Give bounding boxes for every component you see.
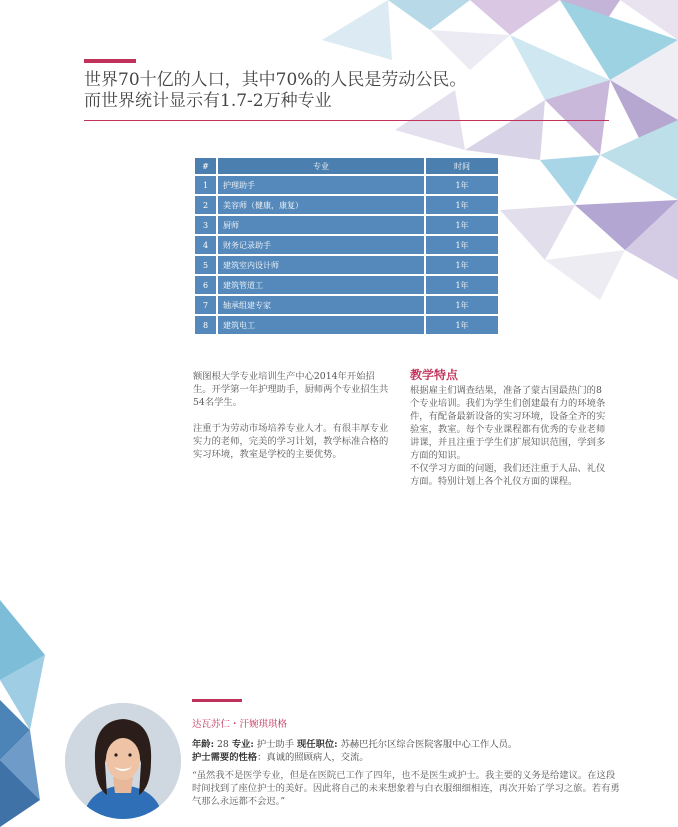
features-column: [410, 368, 610, 488]
row-duration: 1年: [426, 276, 498, 294]
row-duration: 1年: [426, 176, 498, 194]
row-major: 轴承组建专家: [218, 296, 424, 314]
row-major: 美容师（健康，康复）: [218, 196, 424, 214]
row-number: 2: [195, 196, 216, 214]
table-header-row: [195, 158, 498, 174]
heading-line-1: 世界70十亿的人口，其中70%的人民是劳动公民。: [84, 70, 467, 90]
table-row: [195, 296, 498, 314]
row-number: 6: [195, 276, 216, 294]
position-value: 苏赫巴托尔区综合医院客服中心工作人员。: [340, 739, 518, 750]
row-major: 建筑室内设计师: [218, 256, 424, 274]
profile-details: [192, 738, 622, 764]
intro-paragraph: 额图根大学专业培训生产中心2014年开始招生。开学第一年护理助手，厨师两个专业招生共54名学生。: [193, 371, 389, 408]
profile-accent-bar: [192, 699, 242, 702]
row-number: 3: [195, 216, 216, 234]
age-label: 年龄:: [192, 739, 215, 750]
features-paragraph: 根据雇主们调查结果，准备了蒙古国最热门的8个专业培训。我们为学生们创建最有力的环境条件，有配备最新设备的实习环境，设备全齐的实验室，教室。每个专业课程都有优秀的专业老师讲课，并且注重于学生们扩展知识范围，学到多方面的知识。: [410, 385, 606, 461]
table-row: [195, 236, 498, 254]
qualities-value: ：真诚的照顾病人，交流。: [257, 752, 369, 763]
row-number: 4: [195, 236, 216, 254]
profile-line-2: [192, 751, 622, 764]
row-number: 8: [195, 316, 216, 334]
row-duration: 1年: [426, 216, 498, 234]
table-row: [195, 216, 498, 234]
avatar: [65, 703, 181, 819]
table-row: [195, 196, 498, 214]
majors-table: [193, 156, 500, 336]
row-duration: 1年: [426, 296, 498, 314]
position-label: 现任职位:: [296, 739, 338, 750]
profile-line-1: [192, 738, 622, 751]
person-portrait: [65, 703, 181, 819]
row-number: 7: [195, 296, 216, 314]
intro-column: [193, 370, 393, 461]
row-major: 护理助手: [218, 176, 424, 194]
qualities-label: 护士需要的性格: [192, 752, 258, 763]
intro-paragraph: 注重于为劳动市场培养专业人才。有很丰厚专业实力的老师，完美的学习计划，教学标准合格的实习环境，教室是学校的主要优势。: [193, 423, 389, 460]
row-major: 厨师: [218, 216, 424, 234]
row-number: 1: [195, 176, 216, 194]
row-duration: 1年: [426, 236, 498, 254]
table-row: [195, 176, 498, 194]
row-major: 建筑管道工: [218, 276, 424, 294]
heading-divider: [84, 120, 609, 121]
heading-line-2: 而世界统计显示有1.7-2万种专业: [84, 91, 332, 111]
row-duration: 1年: [426, 256, 498, 274]
row-duration: 1年: [426, 196, 498, 214]
page-heading: [84, 70, 466, 112]
row-number: 5: [195, 256, 216, 274]
table-row: [195, 256, 498, 274]
table-row: [195, 276, 498, 294]
major-label: 专业:: [231, 739, 254, 750]
row-major: 建筑电工: [218, 316, 424, 334]
row-major: 财务记录助手: [218, 236, 424, 254]
row-duration: 1年: [426, 316, 498, 334]
column-header-duration: 时间: [426, 158, 498, 174]
accent-bar: [84, 59, 136, 63]
age-value: 28: [217, 739, 229, 750]
features-title: 教学特点: [410, 368, 459, 382]
features-paragraph: 不仅学习方面的问题，我们还注重于人品、礼仪方面。特别计划上各个礼仪方面的课程。: [410, 463, 606, 487]
column-header-major: 专业: [218, 158, 424, 174]
profile-name: 达瓦苏仁・汗婉琪琪格: [192, 719, 288, 730]
table-row: [195, 316, 498, 334]
column-header-number: #: [195, 158, 216, 174]
profile-quote: “虽然我不是医学专业，但是在医院已工作了四年，也不是医生或护士。我主要的义务是给建议。在这段时间找到了座位护士的美好。因此将自己的未来想象着与白衣服细细相连，再次开始了学习之旅。若有勇气那么永远都不会迟。”: [192, 770, 620, 807]
major-value: 护士助手: [256, 739, 295, 750]
